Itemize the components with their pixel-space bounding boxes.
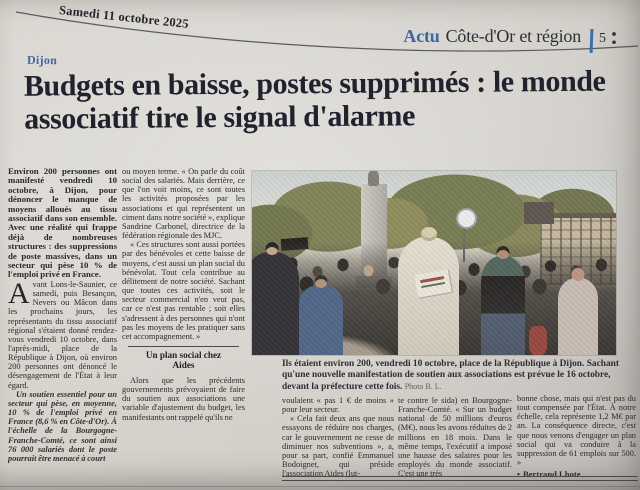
page-number: 5 xyxy=(599,31,606,46)
section-label: Actu xyxy=(403,26,440,46)
paragraph: te contre le sida) en Bourgogne-Franche-Comté. « Sur un budget national de 50 millions d'euros (M€), nous les avons réduites de 2 millions en 18 mois. Dans le même temps, l'exécutif a imposé une hausse des salaires pour les employés du monde associatif. C'est une très xyxy=(398,396,512,478)
paragraph: Alors que les précédents gouvernements prévoyaient de faire du soutien aux associations une variable d'ajustement du budget, les manifestants ont rappelé qu'ils ne xyxy=(122,375,245,422)
column-1 xyxy=(8,167,117,490)
section-title: Côte-d'Or et région xyxy=(445,26,581,46)
page-divider-bar xyxy=(590,29,594,53)
italic-paragraph: Un soutien essentiel pour un secteur qui pèse, en moyenne, 10 % de l'emploi privé en France (8,6 % en Côte-d'Or). À l'échelle de la Bourgogne-Franche-Comté, ce sont ainsi 76 000 salariés dont le poste pourrait être menacé à court xyxy=(8,389,117,463)
article-end-rule xyxy=(282,476,638,481)
kicker-dijon: Dijon xyxy=(26,52,58,68)
edition-date: Samedi 11 octobre 2025 xyxy=(58,3,190,31)
photo-credit: Photo B. L. xyxy=(404,382,442,391)
byline-name: Bertrand Lhote xyxy=(523,469,581,480)
paragraph-dropcap xyxy=(8,276,117,390)
drop-cap: A xyxy=(8,276,30,310)
paragraph: « Cela fait deux ans que nous essayons de réduire nos charges, car le gouvernement ne cesse de diminuer nos subventions », a, pour sa part, confié Emmanuel Bodoignet, qui préside l'association Aides (lut- xyxy=(282,414,394,478)
paragraph: ou moyen terme. « On parle du coût social des salariés. Mais derrière, ce que l'on voit moins, ce sont toutes les activités proposées par les associations et qui représentent un ciment dans notre société », explique Sandrine Carbonel, directrice de la fédération régionale des MJC. xyxy=(122,167,245,241)
column-b xyxy=(398,396,512,478)
column-2 xyxy=(122,167,245,490)
paragraph: « Ces structures sont aussi portées par des bénévoles et cette baisse de moyens, c'est aussi un plan social du bénévolat. Tout cela contribue au délitement de notre société. Sachant que toutes ces activités, soit le secteur commercial n'en veut pas, car ce n'est pas rentable ; soit elles s'adressent à des personnes qui n'ont pas les moyens de les pratiquer sans cet accompagnement. » xyxy=(122,240,245,341)
page-bottom-rule xyxy=(0,486,640,487)
photo-caption xyxy=(282,359,634,393)
crosshead: Un plan social chez Aides xyxy=(128,346,239,373)
byline-bullet: • xyxy=(517,469,521,480)
column-c xyxy=(517,394,636,480)
paragraph: voulaient « pas 1 € de moins » pour leur secteur. xyxy=(282,396,394,415)
margin-dots xyxy=(612,31,616,46)
paragraph: bonne chose, mais qui n'est pas du tout compensée par l'État. À notre échelle, cela représente 1,2 M€ par an. La conséquence directe, c'est que nous venons d'engager un plan social qui va conduire à la suppression de 61 emplois sur 500. » xyxy=(517,394,636,468)
demonstration-photo xyxy=(252,171,616,355)
paragraph-text: vant Lons-le-Saunier, ce samedi, puis Besançon, Nevers ou Mâcon dans les prochains jours, les représentants du tissu associatif régional s'étaient donné rendez-vous vendredi 10 octobre, dans l'après-midi, place de la République à Dijon, où environ 200 personnes ont dénoncé le désengagement de l'État à leur égard. xyxy=(8,279,117,390)
lead-paragraph: Environ 200 personnes ont manifesté vendredi 10 octobre, à Dijon, pour dénoncer le manque de moyens alloués au tissu associatif dans son ensemble. Avec une réalité qui frappe déjà de nombreuses structures : des suppressions de poste massives, dans un secteur qui pèse 10 % de l'emploi privé en France. xyxy=(8,167,117,280)
headline: Budgets en baisse, postes supprimés : le monde associatif tire le signal d'alarme xyxy=(23,64,606,136)
section-header xyxy=(346,26,616,50)
column-a xyxy=(282,396,394,478)
photo-grain-overlay xyxy=(252,171,616,355)
photo-caption-text: Ils étaient environ 200, vendredi 10 octobre, place de la République à Dijon. Sachant qu'une nouvelle manifestation de soutien aux associations est prévue le 16 octobre, devant la préfecture cette fois. xyxy=(282,359,619,392)
